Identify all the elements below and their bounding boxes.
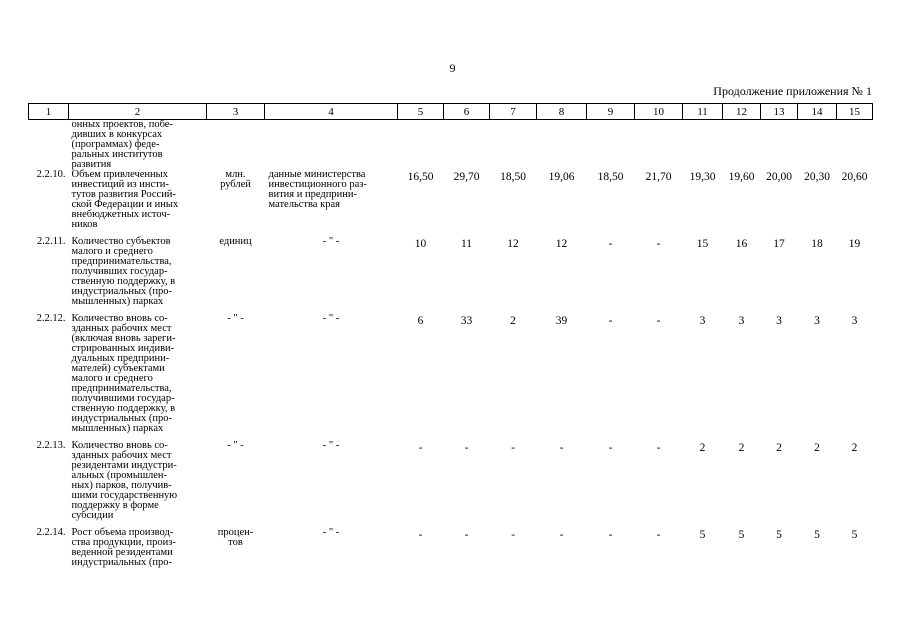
year-value: - [464,529,469,541]
data-source: - " - [322,440,340,451]
column-header: 11 [683,104,723,120]
year-value: 5 [699,529,706,541]
year-value: 20,00 [766,171,792,183]
column-header: 13 [761,104,798,120]
year-value: 19,06 [548,171,575,183]
year-value: - [418,442,423,454]
year-value: 10 [414,238,427,250]
table-row [29,237,873,314]
indicator-name [69,120,207,171]
table-row [29,170,873,237]
year-value: 5 [814,529,820,541]
year-value: - [656,315,661,327]
column-header: 3 [207,104,265,120]
unit-of-measure: процен- тов [217,527,254,548]
year-value: 2 [814,442,820,454]
year-value: - [511,442,515,454]
year-value: 11 [460,238,473,250]
column-header: 4 [265,104,398,120]
year-value: 20,30 [804,171,830,183]
row-number: 2.2.10. [36,169,66,180]
continued-row-fragment [29,120,873,171]
year-value: - [608,315,613,327]
year-value: 3 [699,315,706,327]
year-value: 18,50 [500,171,526,183]
year-value: 2 [738,442,745,454]
year-value: - [656,442,661,454]
year-value: 2 [851,442,858,454]
data-source: - " - [322,527,340,538]
continued-name-text: онных проектов, побе- дивших в конкурсах (программах) феде- ральных институтов развития [71,119,173,170]
year-value: 2 [699,442,706,454]
year-value: 5 [738,529,745,541]
year-value: 20,60 [841,171,868,183]
column-header: 9 [587,104,635,120]
year-value: 3 [776,315,782,327]
column-header: 5 [398,104,444,120]
year-value: 29,70 [453,171,480,183]
indicators-table [28,103,873,575]
year-value: 2 [776,442,782,454]
year-value: 15 [696,238,709,250]
table-row [29,314,873,441]
unit-of-measure: - " - [227,440,244,451]
unit-of-measure: единиц [219,236,252,247]
column-number-header-row [29,104,873,120]
row-number: 2.2.12. [36,313,66,324]
row-number: 2.2.14. [36,527,66,538]
table-row [29,441,873,528]
column-header: 1 [29,104,69,120]
column-header: 8 [537,104,587,120]
year-value: 12 [555,238,568,250]
year-value: 21,70 [645,171,672,183]
year-value: 3 [851,315,858,327]
table-body [29,120,873,576]
column-header: 7 [490,104,537,120]
year-value: - [608,529,613,541]
year-value: 19,30 [689,171,716,183]
year-value: 17 [773,238,785,250]
column-header: 15 [837,104,873,120]
indicator-name: Количество вновь со- зданных рабочих мест (включая вновь зареги- стрированных индиви- дуальных предприни- мателей) субъектами малого и среднего предпринимательства, получившими государ- ственную поддержку, в индустриальных (про- мышленных) парках [71,313,176,434]
data-source: - " - [322,313,340,324]
indicator-name: Количество субъектов малого и среднего предпринимательства, получивших государ- ственную поддержку, в индустриальных (про- мышленных) парках [71,236,176,307]
year-value: 5 [851,529,858,541]
year-value: - [656,238,661,250]
year-value: - [608,442,613,454]
year-value: 16 [735,238,748,250]
year-value: 3 [738,315,745,327]
row-number: 2.2.13. [36,440,66,451]
year-value: - [559,529,564,541]
indicator-name: Рост объема производ- ства продукции, произ- веденной резидентами индустриальных (про- [71,527,176,568]
row-number: 2.2.11. [37,236,66,247]
unit-of-measure: - " - [227,313,244,324]
year-value: 39 [555,315,568,327]
column-header: 14 [798,104,837,120]
column-header: 12 [723,104,761,120]
year-value: - [464,442,469,454]
year-value: 18,50 [597,171,624,183]
year-value: 5 [776,529,782,541]
year-value: 33 [460,315,473,327]
year-value: - [656,529,661,541]
year-value: - [418,529,423,541]
table-row [29,528,873,575]
appendix-continuation-label: Продолжение приложения № 1 [713,84,872,98]
unit-of-measure: млн. рублей [220,169,251,190]
column-header: 6 [444,104,490,120]
data-source: данные министерства инвестиционного раз- вития и предприни- мательства края [268,169,367,210]
year-value: 19 [848,238,861,250]
data-source: - " - [322,236,340,247]
year-value: 3 [814,315,820,327]
year-value: - [608,238,613,250]
year-value: 2 [510,315,516,327]
page-number: 9 [449,61,456,75]
year-value: - [559,442,564,454]
year-value: 19,60 [728,171,755,183]
year-value: - [511,529,515,541]
year-value: 18 [811,238,823,250]
year-value: 12 [507,238,519,250]
indicator-name: Количество вновь со- зданных рабочих мест резидентами индустри- альных (промышлен- ных) парков, получив- шими государственную поддержку в форме субсидии [71,440,178,521]
indicator-name: Объем привлеченных инвестиций из инсти- тутов развития Россий- ской Федерации и иных внебюджетных источ- ников [71,169,179,230]
year-value: 16,50 [407,171,434,183]
year-value: 6 [417,315,424,327]
column-header: 10 [635,104,683,120]
column-header: 2 [69,104,207,120]
